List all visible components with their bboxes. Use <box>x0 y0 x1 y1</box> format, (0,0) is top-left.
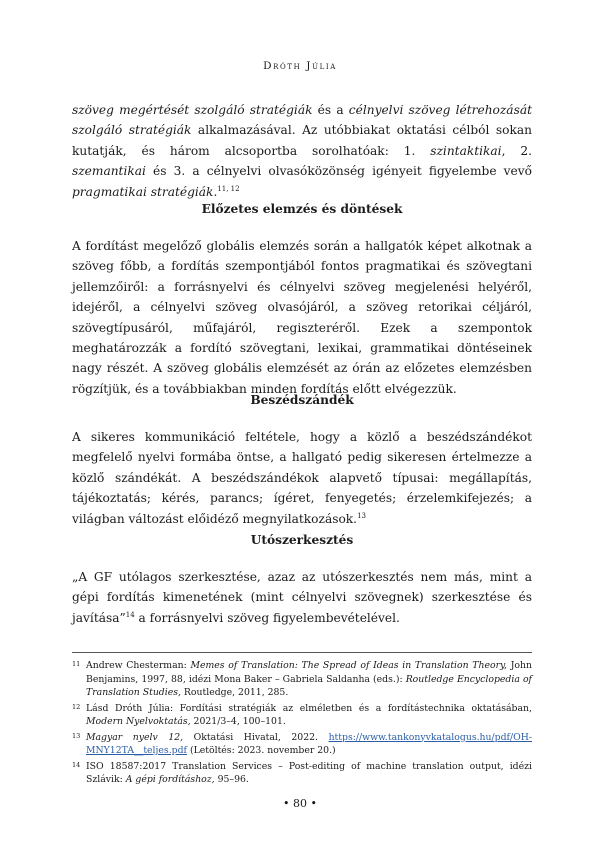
footnote-title: Modern Nyelvoktatás, <box>86 716 191 727</box>
intro-paragraph <box>72 100 532 202</box>
section-text: a forrásnyelvi szöveg figyelembevételével. <box>134 610 400 625</box>
footnote-text: Oktatási Hivatal, 2022. <box>183 731 329 743</box>
footnote-divider <box>72 652 532 653</box>
footnote <box>72 760 532 787</box>
intro-text: . <box>213 184 218 199</box>
footnote-number: 13 <box>72 731 81 740</box>
section-paragraph <box>72 427 532 529</box>
section-heading: Beszédszándék <box>250 393 354 407</box>
footnote-text: 95–96. <box>214 774 249 785</box>
intro-emphasis: célnyelvi szöveg létrehozását szolgáló stratégiák <box>72 103 532 138</box>
footnote <box>72 731 532 758</box>
section-text: „A GF utólagos szerkesztése, azaz az utószerkesztés nem más, mint a gépi fordítás kimenetének (mint célnyelvi szövegnek) szerkesztése és javítása” <box>72 570 532 625</box>
footnote-text: Lásd Dróth Júlia: Fordítási stratégiák az elméletben és a fordítástechnika oktatásában, <box>86 702 532 714</box>
footnote-title: Memes of Translation: The Spread of Ideas in Translation Theory, <box>190 660 508 671</box>
footnotes <box>72 652 532 789</box>
section-heading: Utószerkesztés <box>250 533 354 547</box>
footnote-title: A gépi fordításhoz, <box>125 774 215 785</box>
intro-text: alkalmazásával. Az utóbbiakat oktatási célból sokan kutatják, és három alcsoportba sorolhatóak: 1. <box>72 123 532 158</box>
intro-text: és a <box>312 103 349 117</box>
footnote-number: 11 <box>72 660 81 668</box>
section-heading: Előzetes elemzés és döntések <box>201 202 403 216</box>
footnote <box>72 659 532 700</box>
footnote-ref[interactable]: 13 <box>357 511 366 520</box>
intro-text: és 3. a célnyelvi olvasóközönség igényeit figyelembe vevő <box>145 164 532 179</box>
intro-emphasis: szöveg megértését szolgáló stratégiák <box>72 103 313 117</box>
intro-emphasis: szemantikai <box>72 164 146 179</box>
section-text: A sikeres kommunikáció feltétele, hogy a közlő a beszédszándékot megfelelő nyelvi formába öntse, a hallgató pedig sikeresen értelmezze a közlő szándékát. A beszédszándékok alapvető típusai: megállapítás, tájékoztatás; kérés, parancs; ígéret, fenyegetés; érzelemkifejezés; a világban változást előidéző megnyilatkozások. <box>72 430 532 526</box>
intro-emphasis: pragmatikai stratégiák <box>72 184 214 199</box>
footnote-text: 2021/3–4, 100–101. <box>190 716 286 727</box>
footnote-number: 12 <box>72 702 81 711</box>
footnote-text: Routledge, 2011, 285. <box>180 687 289 698</box>
footnote <box>72 702 532 729</box>
intro-emphasis: szintaktikai <box>430 143 502 158</box>
section-paragraph <box>72 236 532 399</box>
footnote-text: John Benjamins, 1997, 88, idézi Mona Baker – Gabriela Saldanha (eds.): <box>86 660 532 685</box>
footnote-text: (Letöltés: 2023. november 20.) <box>187 745 336 756</box>
footnote-title: Routledge Encyclopedia of Translation Studies, <box>86 673 532 698</box>
intro-text: , 2. <box>501 143 532 158</box>
footnote-ref[interactable]: 14 <box>125 610 135 619</box>
footnote-ref[interactable]: 11, 12 <box>217 184 240 193</box>
running-head: Dróth Júlia <box>263 60 337 72</box>
footnote-text: Andrew Chesterman: <box>86 660 191 671</box>
footnote-link[interactable]: https://www.tankonyvkatalogus.hu/pdf/OH-MNY12TA__teljes.pdf <box>86 731 532 756</box>
footnote-text: ISO 18587:2017 Translation Services – Post-editing of machine translation output, idézi Szlávik: <box>86 760 532 785</box>
section-paragraph <box>72 567 532 628</box>
section-text: A fordítást megelőző globális elemzés során a hallgatók képet alkotnak a szöveg főbb, a fordítás szempontjából fontos pragmatikai és szövegtani jellemzőiről: a forrásnyelvi és célnyelvi szöveg megjelenési helyéről, idejéről, a célnyelvi szöveg olvasójáról, a szöveg retorikai céljáról, szövegtípusáról, műfajáról, regiszteréről. Ezek a szempontok meghatározzák a fordító szövegtani, lexikai, grammatikai döntéseinek nagy részét. A szöveg globális elemzését az órán az előzetes elemzésben rögzítjük, és a továbbiakban minden fordítás előtt elvégezzük. <box>72 239 532 396</box>
footnote-number: 14 <box>72 760 81 769</box>
footnote-title: Magyar nyelv 12, <box>86 731 184 743</box>
page-number: • 80 • <box>283 797 317 810</box>
